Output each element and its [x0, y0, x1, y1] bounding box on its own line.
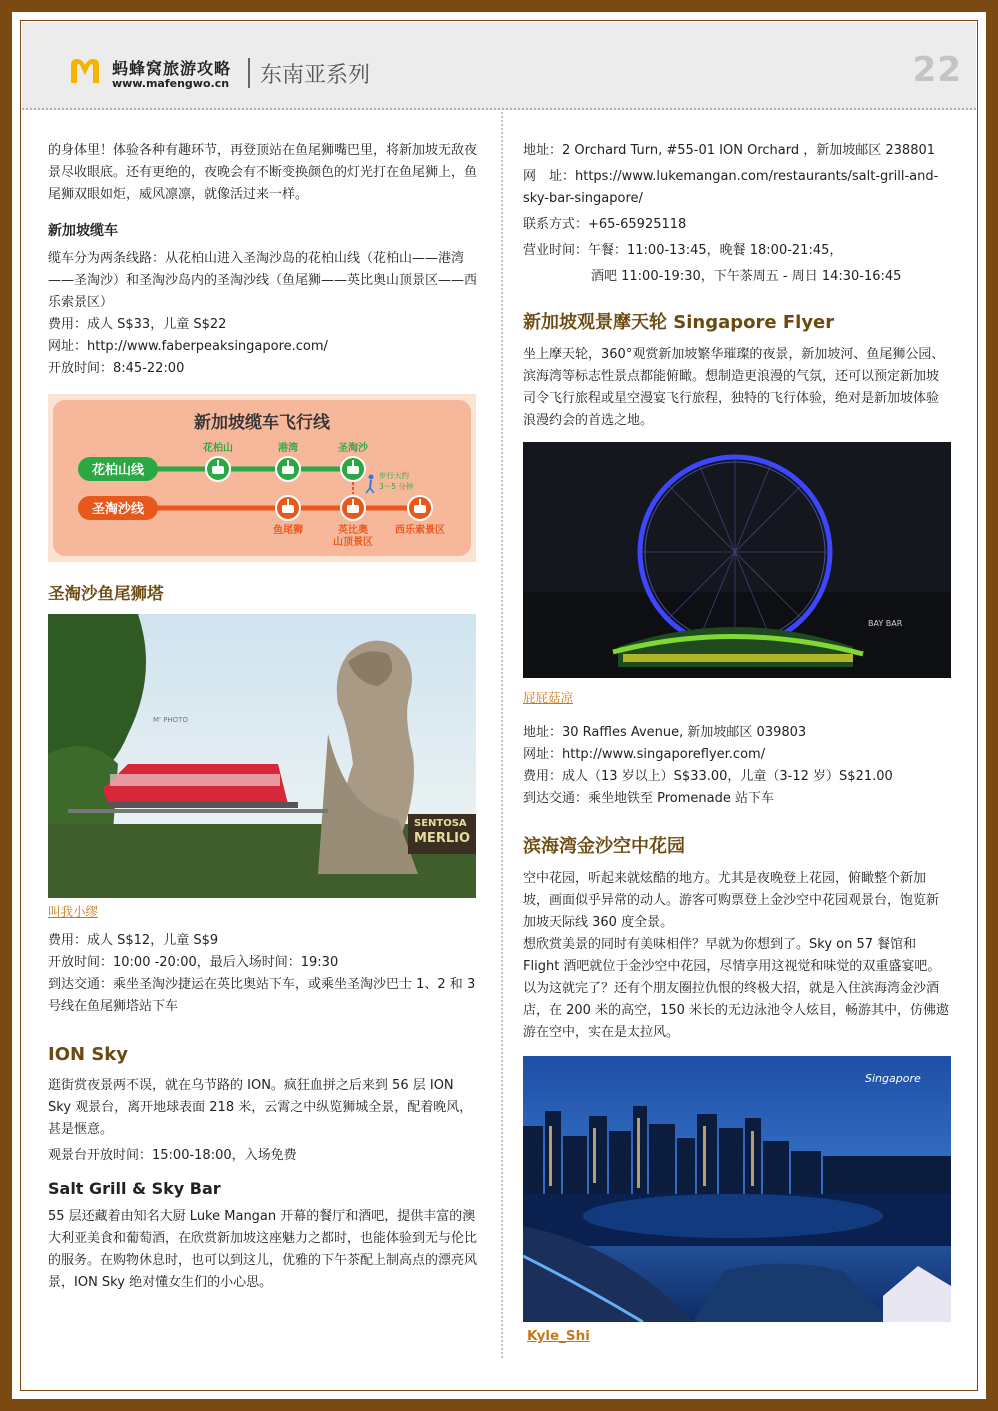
series-title: 东南亚系列 — [260, 63, 371, 88]
sentosa-sign-2: MERLIO — [414, 831, 470, 846]
left-column — [48, 140, 478, 1294]
salt-grill-hours-1: 营业时间：午餐：11:00-13:45，晚餐 18:00-21:45， — [523, 243, 843, 258]
salt-grill-hours-2: 酒吧 11:00-19:30，下午茶周五 - 周日 14:30-16:45 — [591, 269, 902, 284]
cable-car-fee: 费用：成人 S$33，儿童 S$22 — [48, 317, 227, 332]
station-label-xilesuo: 西乐索景区 — [395, 525, 445, 536]
sky-garden-p2: 想欣赏美景的同时有美味相伴？早就为你想到了。Sky on 57 餐馆和 Flight 酒吧就位于金沙空中花园，尽情享用这视觉和味觉的双重盛宴吧。以为这就完了？还有个朋友圈拉仇恨的终极大招，就是入住滨海湾金沙酒店，在 200 米的高空，150 米长的无边泳池令人炫目，畅游其中，仿佛遨游在空中，实在是太拉风。 — [523, 937, 950, 1040]
merlion-transport: 到达交通：乘坐圣淘沙捷运在英比奥站下车，或乘坐圣淘沙巴士 1、2 和 3 号线在鱼尾狮塔站下车 — [48, 977, 476, 1014]
bay-bar-sign: BAY BAR — [868, 619, 903, 628]
ion-sky-hours: 观景台开放时间：15:00-18:00，入场免费 — [48, 1148, 297, 1163]
singapore-flyer-photo — [523, 442, 951, 678]
station-label-gangwan: 港湾 — [278, 443, 298, 454]
station-label-huabaishan: 花柏山 — [203, 443, 233, 454]
cable-car-url: 网址：http://www.faberpeaksingapore.com/ — [48, 339, 328, 354]
marina-bay-photo — [523, 1056, 951, 1322]
orange-line-label: 圣淘沙线 — [91, 502, 145, 517]
photo-watermark: M' PHOTO — [153, 716, 188, 724]
page — [12, 12, 986, 1399]
flyer-url: 网址：http://www.singaporeflyer.com/ — [523, 747, 766, 762]
cable-car-desc: 缆车分为两条线路：从花柏山进入圣淘沙岛的花柏山线（花柏山——港湾——圣淘沙）和圣淘沙岛内的圣淘沙线（鱼尾狮——英比奥山顶景区——西乐索景区） — [48, 251, 478, 310]
right-column — [523, 140, 951, 1354]
intro-paragraph: 的身体里！体验各种有趣环节，再登顶站在鱼尾狮嘴巴里，将新加坡无敌夜景尽收眼底。还有更绝的，夜晚会有不断变换颜色的灯光打在鱼尾狮上，鱼尾狮双眼如炬，威风凛凛，就像活过来一样。 — [48, 143, 478, 202]
singapore-watermark: Singapore — [865, 1072, 921, 1085]
ion-sky-heading: ION Sky — [48, 1044, 128, 1065]
header-divider — [248, 58, 250, 88]
salt-grill-url: 网 址：https://www.lukemangan.com/restaurants/salt-grill-and-sky-bar-singapore/ — [523, 169, 939, 206]
station-label-shanding: 山顶景区 — [333, 537, 373, 548]
sky-garden-heading: 滨海湾金沙空中花园 — [523, 836, 685, 857]
merlion-heading: 圣淘沙鱼尾狮塔 — [48, 584, 164, 603]
cable-car-icon — [276, 457, 300, 481]
station-label-yuweishi: 鱼尾狮 — [273, 525, 303, 536]
sky-garden-p1: 空中花园，听起来就炫酷的地方。尤其是夜晚登上花园，俯瞰整个新加坡，画面似乎异常的动人。游客可购票登上金沙空中花园观景台，饱览新加坡天际线 360 度全景。 — [523, 871, 940, 930]
cable-car-hours: 开放时间：8:45-22:00 — [48, 361, 185, 376]
walk-note-2: 3～5 分钟 — [379, 482, 414, 491]
merlion-photo — [48, 614, 476, 898]
flyer-desc: 坐上摩天轮，360°观赏新加坡繁华璀璨的夜景，新加坡河、鱼尾狮公园、滨海湾等标志性景点都能俯瞰。想制造更浪漫的气氛，还可以预定新加坡司令飞行旅程或星空漫宴飞行旅程，独特的飞行体验，绝对是新加坡体验浪漫约会的首选之地。 — [523, 347, 945, 428]
marina-bay-photo-credit[interactable]: Kyle_Shi — [527, 1328, 590, 1344]
walk-note-1: 步行大约 — [379, 471, 409, 480]
salt-grill-address: 地址：2 Orchard Turn, #55-01 ION Orchard ，新加坡邮区 238801 — [523, 143, 936, 158]
map-title: 新加坡缆车飞行线 — [194, 413, 330, 433]
merlion-fee: 费用：成人 S$12，儿童 S$9 — [48, 933, 219, 948]
cable-car-icon — [276, 496, 300, 520]
cable-car-icon — [206, 457, 230, 481]
mafengwo-logo-icon — [68, 56, 102, 86]
page-number: 22 — [912, 50, 962, 90]
brand-name: 蚂蜂窝旅游攻略 — [112, 59, 232, 78]
flyer-heading: 新加坡观景摩天轮 Singapore Flyer — [523, 312, 835, 333]
salt-grill-heading: Salt Grill & Sky Bar — [48, 1179, 221, 1198]
brand-url: www.mafengwo.cn — [112, 77, 230, 90]
flyer-fee: 费用：成人（13 岁以上）S$33.00，儿童（3-12 岁）S$21.00 — [523, 769, 893, 784]
salt-grill-contact: 联系方式：+65-65925118 — [523, 217, 687, 232]
column-divider — [501, 112, 503, 1358]
flyer-photo-credit[interactable]: 屁屁菇凉 — [523, 690, 574, 705]
cable-car-icon — [341, 496, 365, 520]
sentosa-sign-1: SENTOSA — [414, 818, 467, 829]
ion-sky-desc: 逛街赏夜景两不误，就在乌节路的 ION。疯狂血拼之后来到 56 层 ION Sky 观景台，离开地球表面 218 米，云霄之中纵览狮城全景，配着晚风，甚是惬意。 — [48, 1078, 473, 1137]
cable-car-heading: 新加坡缆车 — [48, 223, 118, 239]
cable-car-route-map — [48, 394, 476, 562]
flyer-address: 地址：30 Raffles Avenue, 新加坡邮区 039803 — [523, 725, 807, 740]
green-line-label: 花柏山线 — [91, 463, 145, 478]
merlion-hours: 开放时间：10:00 -20:00，最后入场时间：19:30 — [48, 955, 339, 970]
flyer-transport: 到达交通：乘坐地铁至 Promenade 站下车 — [523, 791, 775, 806]
station-label-shengtaosha: 圣淘沙 — [338, 443, 368, 454]
page-header — [22, 22, 976, 110]
merlion-photo-credit[interactable]: 叫我小缪 — [48, 904, 99, 919]
station-label-yingbiao: 英比奥 — [338, 525, 368, 536]
cable-car-icon — [341, 457, 365, 481]
salt-grill-desc: 55 层还藏着由知名大厨 Luke Mangan 开幕的餐厅和酒吧，提供丰富的澳大利亚美食和葡萄酒，在欣赏新加坡这座魅力之都时，也能体验到无与伦比的服务。在购物休息时，也可以到这儿，优雅的下午茶配上制高点的漂亮风景，ION Sky 绝对懂女生们的小心思。 — [48, 1209, 478, 1290]
cable-car-icon — [408, 496, 432, 520]
